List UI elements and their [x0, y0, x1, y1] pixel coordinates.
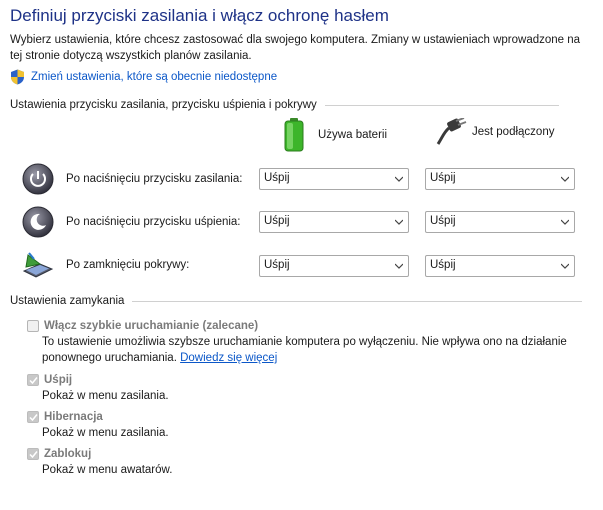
chevron-down-icon	[561, 175, 569, 183]
change-settings-link[interactable]	[10, 69, 277, 85]
checkmark-icon	[29, 450, 38, 459]
fast-startup-desc: To ustawienie umożliwia szybsze uruchamianie komputera po wyłączeniu. Nie wpływa ono na działanie ponownego uruchamiania.	[42, 336, 567, 364]
chevron-down-icon	[395, 218, 403, 226]
uac-shield-icon	[10, 69, 25, 85]
fast-startup-option	[27, 320, 587, 366]
sleep-button-row	[22, 206, 252, 238]
plugged-column-header: Jest podłączony	[436, 118, 554, 146]
hibernate-checkbox[interactable]	[27, 411, 39, 423]
section-divider	[325, 105, 559, 106]
lock-checkbox[interactable]	[27, 448, 39, 460]
sleep-button-battery-select[interactable]: Uśpij	[259, 211, 409, 233]
power-button-icon	[22, 163, 54, 195]
fast-startup-checkbox[interactable]	[27, 320, 39, 332]
power-section-header: Ustawienia przycisku zasilania, przycisku uśpienia i pokrywy	[10, 99, 559, 111]
checkmark-icon	[29, 413, 38, 422]
sleep-checkbox[interactable]	[27, 374, 39, 386]
lid-close-plugged-select[interactable]: Uśpij	[425, 255, 575, 277]
power-plug-icon	[436, 118, 468, 146]
fast-startup-label: Włącz szybkie uruchamianie (zalecane)	[44, 320, 259, 332]
shutdown-section-header: Ustawienia zamykania	[10, 295, 582, 307]
power-button-label: Po naciśnięciu przycisku zasilania:	[66, 173, 243, 185]
lid-close-battery-select[interactable]: Uśpij	[259, 255, 409, 277]
lock-label: Zablokuj	[44, 448, 92, 460]
section-divider	[132, 301, 582, 302]
hibernate-desc: Pokaż w menu zasilania.	[42, 427, 169, 439]
lock-desc: Pokaż w menu awatarów.	[42, 464, 173, 476]
checkmark-icon	[29, 376, 38, 385]
chevron-down-icon	[395, 262, 403, 270]
intro-text: Wybierz ustawienia, które chcesz zastosować dla swojego komputera. Zmiany w ustawieniach wprowadzone na tej stronie dotyczą wszystkich planów zasilania.	[10, 34, 581, 62]
learn-more-link[interactable]: Dowiedz się więcej	[180, 352, 278, 364]
lock-option	[27, 448, 172, 478]
sleep-label: Uśpij	[44, 374, 73, 386]
battery-icon	[284, 118, 304, 152]
sleep-button-icon	[22, 206, 54, 238]
sleep-desc: Pokaż w menu zasilania.	[42, 390, 169, 402]
battery-column-header: Używa baterii	[284, 118, 387, 152]
hibernate-option	[27, 411, 169, 441]
laptop-lid-icon	[22, 249, 54, 281]
sleep-option	[27, 374, 169, 404]
power-button-plugged-select[interactable]: Uśpij	[425, 168, 575, 190]
chevron-down-icon	[561, 262, 569, 270]
hibernate-label: Hibernacja	[44, 411, 103, 423]
lid-close-label: Po zamknięciu pokrywy:	[66, 259, 190, 271]
lid-close-row	[22, 249, 252, 281]
chevron-down-icon	[561, 218, 569, 226]
chevron-down-icon	[395, 175, 403, 183]
change-settings-label: Zmień ustawienia, które są obecnie niedostępne	[31, 71, 278, 83]
page-title: Definiuj przyciski zasilania i włącz ochronę hasłem	[10, 6, 389, 25]
sleep-button-label: Po naciśnięciu przycisku uśpienia:	[66, 216, 241, 228]
power-button-row	[22, 163, 252, 195]
power-button-battery-select[interactable]: Uśpij	[259, 168, 409, 190]
sleep-button-plugged-select[interactable]: Uśpij	[425, 211, 575, 233]
